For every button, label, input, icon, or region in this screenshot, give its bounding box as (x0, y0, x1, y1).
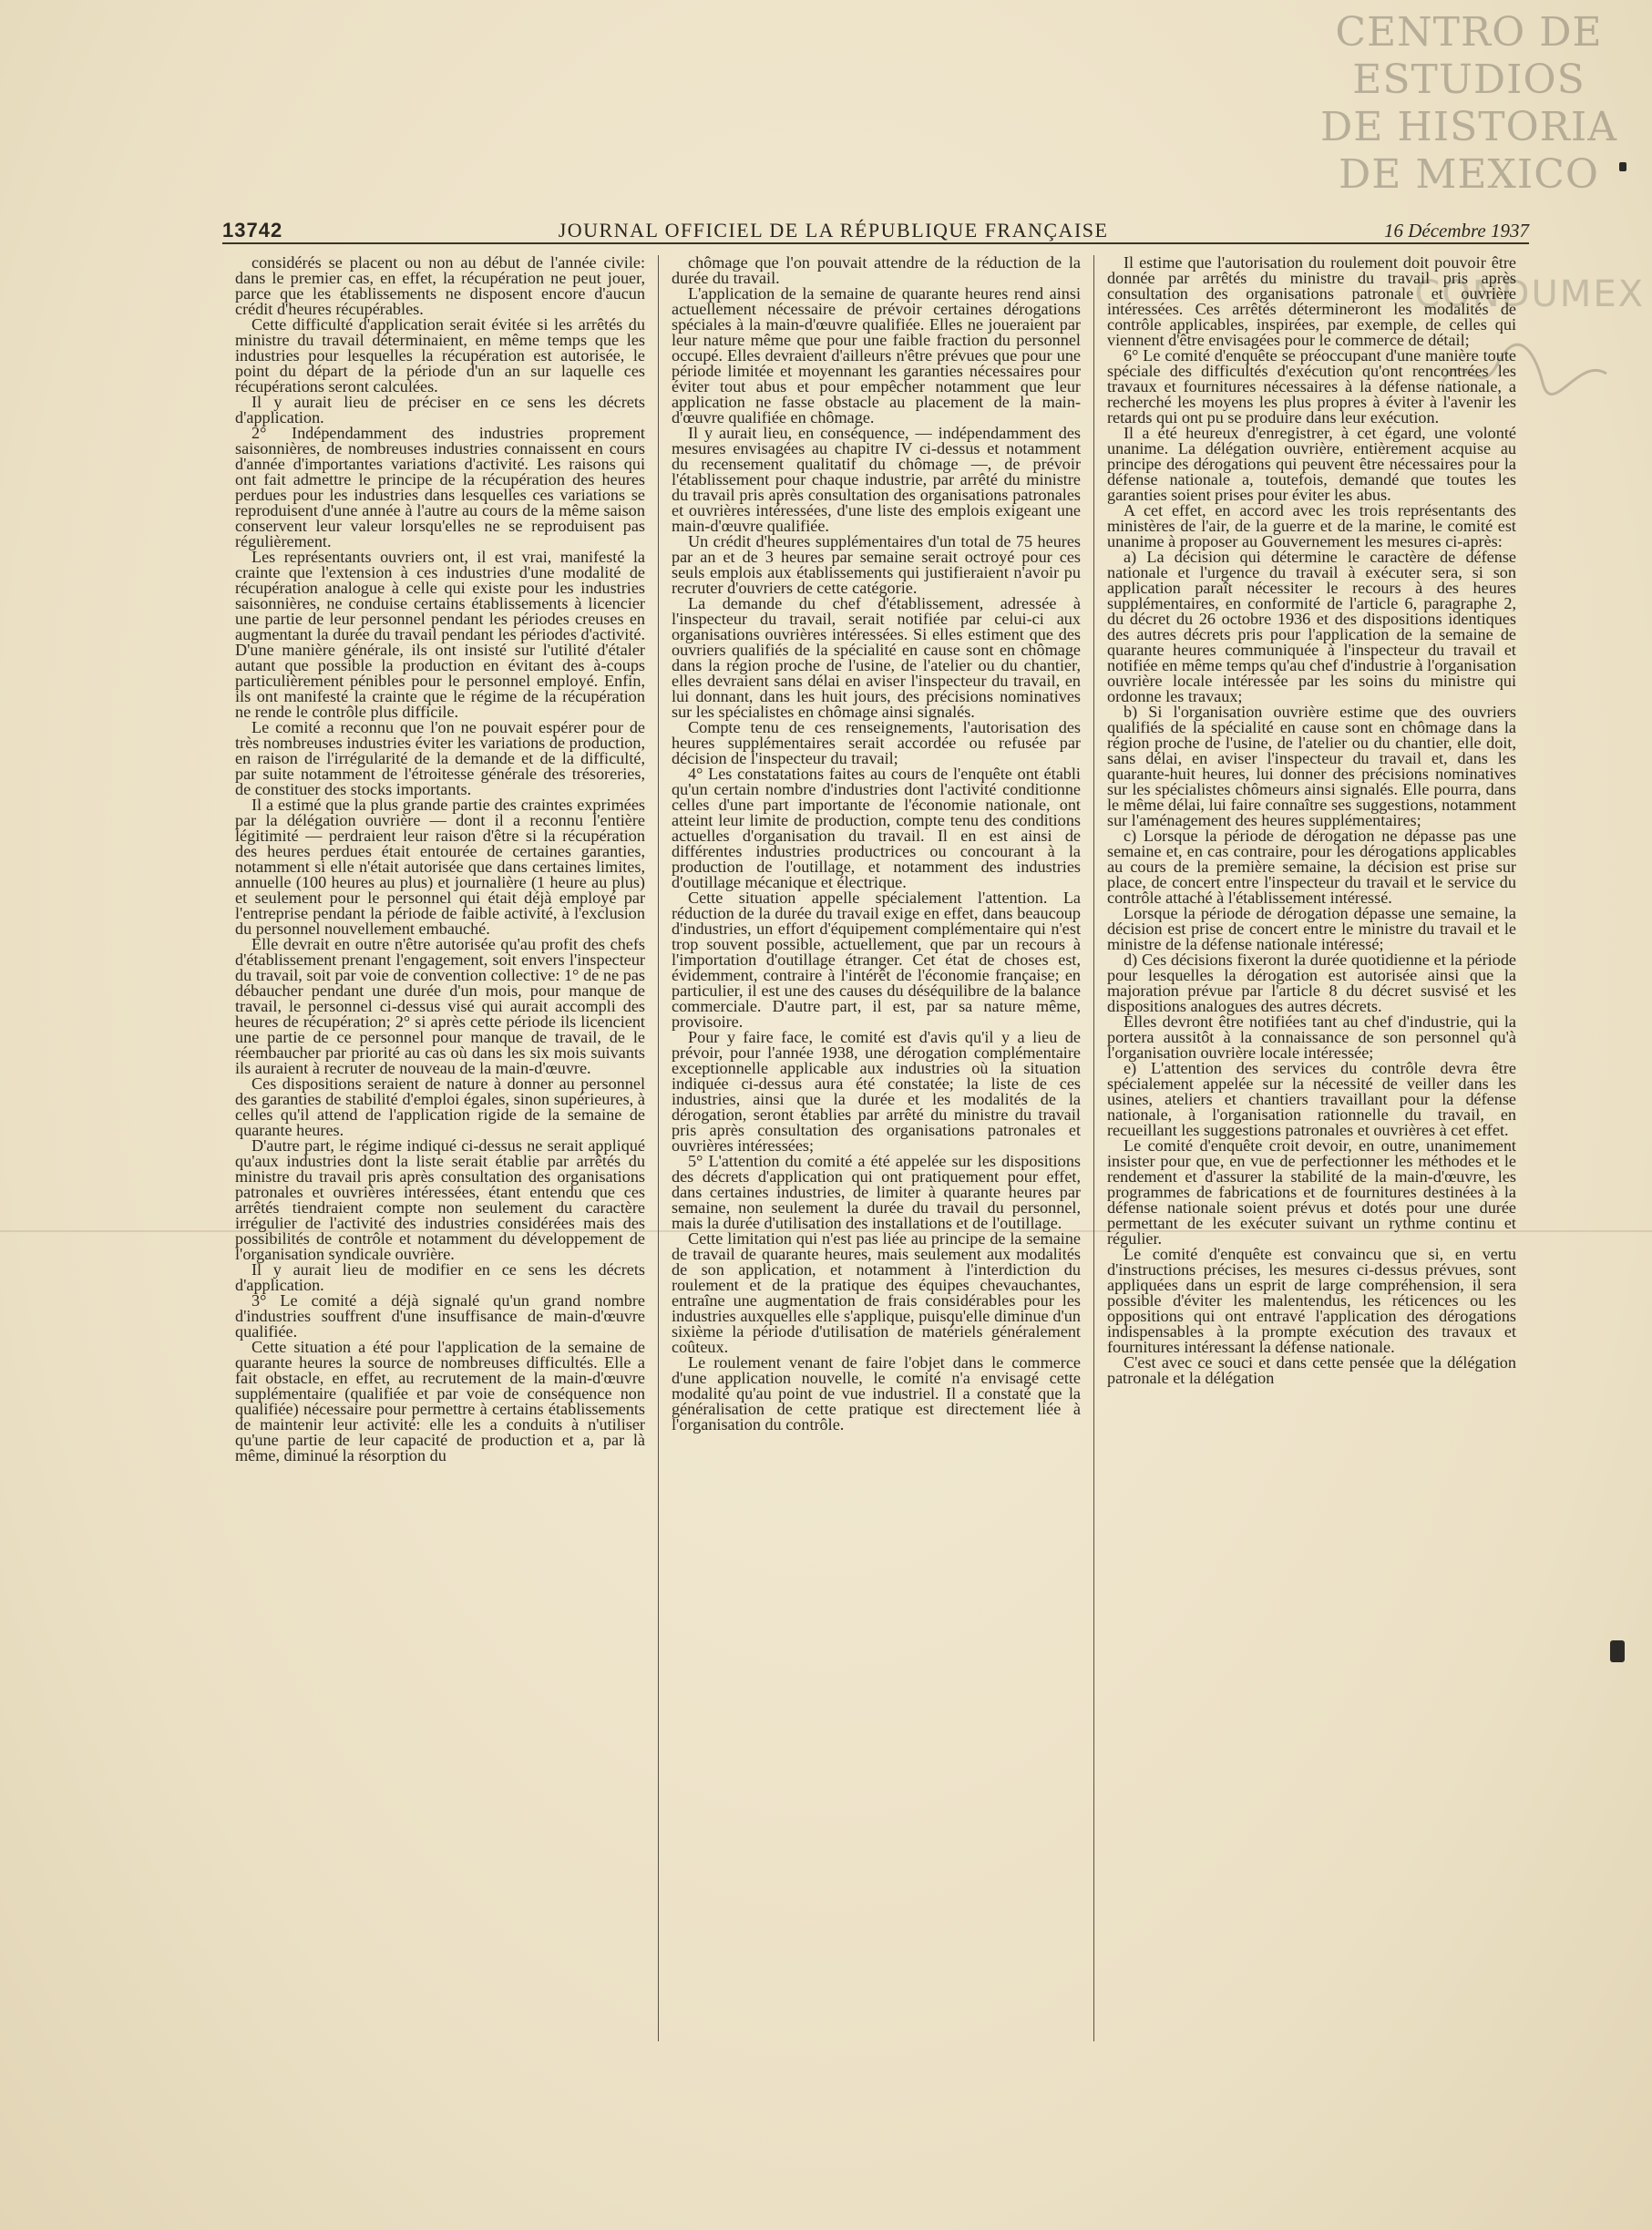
paragraph: Le comité a reconnu que l'on ne pouvait espérer pour de très nombreuses industries éviter les variations de production, en raison de l'irrégularité de la demande et de la difficulté, par suite notamment de l'étroitesse générale des trésoreries, de constituer des stocks importants. (235, 718, 645, 798)
paragraph: 4° Les constatations faites au cours de l'enquête ont établi qu'un certain nombre d'industries dont l'activité conditionne celles d'une part importante de l'économie nationale, ont atteint leur limite de production, compte tenu des conditions actuelles d'organisation du travail. Il en est ainsi de différentes industries productrices ou concourant à la production de l'outillage, et notamment des industries d'outillage mécanique et électrique. (672, 765, 1081, 891)
page-number: 13742 (222, 219, 283, 241)
paragraph: c) Lorsque la période de dérogation ne dépasse pas une semaine et, en cas contraire, pour les dérogations applicables au cours de la première semaine, la décision est prise sur place, de concert entre l'inspecteur du travail et le service du contrôle attaché à l'établissement intéressé. (1107, 827, 1516, 907)
paragraph: Il y aurait lieu de préciser en ce sens les décrets d'application. (235, 393, 645, 426)
paragraph: Il a été heureux d'enregistrer, à cet égard, une volonté unanime. La délégation ouvrière, entièrement acquise au principe des dérogations qui peuvent être nécessaires pour la défense nationale a, toutefois, demandé que toutes les garanties soient prises pour éviter les abus. (1107, 424, 1516, 504)
paragraph: Le comité d'enquête croit devoir, en outre, unanimement insister pour que, en vue de perfectionner les méthodes et le rendement et d'assurer la stabilité de la main-d'œuvre, les programmes de fabrications et de fournitures destinées à la défense nationale soient prévus et dotés pour une durée permettant de les exécuter suivant un rythme continu et régulier. (1107, 1136, 1516, 1248)
paragraph: Le comité d'enquête est convaincu que si, en vertu d'instructions précises, les mesures ci-dessus prévues, sont appliquées dans un esprit de large compréhension, il sera possible d'éviter les malentendus, les réticences ou les oppositions qui ont entravé l'application des dérogations indispensables à la prompte exécution des travaux et fournitures intéressant la défense nationale. (1107, 1245, 1516, 1356)
paragraph: Le roulement venant de faire l'objet dans le commerce d'une application nouvelle, le comité n'a envisagé cette modalité qu'au point de vue industriel. Il a constaté que la généralisation de cette pratique est directement liée à l'organisation du contrôle. (672, 1353, 1081, 1434)
watermark-line: DE MEXICO (1339, 151, 1599, 198)
paragraph: C'est avec ce souci et dans cette pensée que la délégation patronale et la délégation (1107, 1353, 1516, 1387)
paragraph: considérés se placent ou non au début de l'année civile: dans le premier cas, en effet, la récupération ne peut jouer, parce que les établissements ne disposent encore d'aucun crédit d'heures récupérables. (235, 255, 645, 318)
paragraph: Pour y faire face, le comité est d'avis qu'il y a lieu de prévoir, pour l'année 1938, une dérogation complémentaire exceptionnelle applicable aux industries où la situation indiquée ci-dessus aura été constatée; la liste de ces industries, ainsi que la durée et les modalités de la dérogation, seront établies par arrêté du ministre du travail pris après consultation des organisations patronales et ouvrières intéressées; (672, 1028, 1081, 1155)
paragraph: Elles devront être notifiées tant au chef d'industrie, qui la portera aussitôt à la connaissance de son personnel qu'à l'organisation ouvrière locale intéressée; (1107, 1012, 1516, 1062)
paragraph: Cette limitation qui n'est pas liée au principe de la semaine de travail de quarante heures, mais seulement aux modalités de son application, et notamment à l'interdiction du roulement et de la pratique des équipes chevauchantes, entraîne une augmentation de frais considérables pour les industries auxquelles elle s'applique, puisqu'elle diminue d'un sixième la période d'utilisation de matériels généralement coûteux. (672, 1229, 1081, 1356)
paragraph: Il y aurait lieu, en conséquence, — indépendamment des mesures envisagées au chapitre IV ci-dessus et notamment du recensement qualitatif du chômage —, de prévoir l'établissement pour chaque industrie, par arrêté du ministre du travail pris après consultation des organisations patronales et ouvrières intéressées, d'une liste des emplois exigeant une main-d'œuvre qualifiée. (672, 424, 1081, 535)
paragraph: 6° Le comité d'enquête se préoccupant d'une manière toute spéciale des difficultés d'exécution qu'ont rencontrées les travaux et fournitures nécessaires à la défense nationale, a recherché les moyens les plus propres à éviter à l'avenir les retards qui ont pu se produire dans leur exécution. (1107, 346, 1516, 426)
paragraph: Ces dispositions seraient de nature à donner au personnel des garanties de stabilité d'emploi égales, sinon supérieures, à celles qu'il attend de l'application rigide de la semaine de quarante heures. (235, 1074, 645, 1139)
issue-date: 16 Décembre 1937 (1383, 220, 1529, 241)
text-column-1 (222, 255, 658, 2041)
watermark-sub: CONDUMEX (1414, 273, 1645, 315)
watermark-line: DE HISTORIA (1320, 104, 1617, 150)
ink-spot (1619, 162, 1626, 171)
paragraph: Un crédit d'heures supplémentaires d'un total de 75 heures par an et de 3 heures par semaine serait octroyé pour ces seuls emplois aux établissements qui justifieraient n'avoir pu recruter d'ouvriers de cette catégorie. (672, 532, 1081, 597)
paragraph: a) La décision qui détermine le caractère de défense nationale et l'urgence du travail à exécuter sera, si son application paraît nécessiter le recours à des heures supplémentaires, en conformité de l'article 6, paragraphe 2, du décret du 26 octobre 1936 et des dispositions identiques des autres décrets pris pour l'application de la semaine de quarante heures communiquée à l'inspecteur du travail et notifiée en même temps qu'au chef d'industrie à l'organisation ouvrière locale intéressée par les soins du ministre qui ordonne les travaux; (1107, 548, 1516, 705)
paragraph: b) Si l'organisation ouvrière estime que des ouvriers qualifiés de la spécialité en cause sont en chômage dans la région proche de l'usine, de l'atelier ou du chantier, elle doit, sans délai, en aviser l'inspecteur du travail et, dans les quarante-huit heures, lui donner des précisions nominatives sur les spécialistes chômeurs ainsi signalés. Elle pourra, dans le même délai, lui faire connaître ses suggestions, notamment sur l'aménagement des heures supplémentaires; (1107, 703, 1516, 829)
paragraph: Il estime que l'autorisation du roulement doit pouvoir être donnée par arrêtés du ministre du travail pris après consultation des organisations patronale et ouvrière intéressées. Ces arrêtés détermineront les modalités de contrôle applicables, inspirées, par exemple, de celles qui viennent d'être envisagées pour le commerce de détail; (1107, 255, 1516, 349)
paragraph: L'application de la semaine de quarante heures rend ainsi actuellement nécessaire de prévoir certaines dérogations spéciales à la main-d'œuvre qualifiée. Elles ne joueraient par leur nature même que pour une faible fraction du personnel occupé. Elles devraient d'ailleurs n'être prévues que pour une période limitée et moyennant les garanties nécessaires pour éviter tout abus et pour empêcher notamment que leur application ne fasse obstacle au placement de la main-d'œuvre qualifiée en chômage. (672, 284, 1081, 426)
paragraph: Cette situation a été pour l'application de la semaine de quarante heures la source de nombreuses difficultés. Elle a fait obstacle, en effet, au recrutement de la main-d'œuvre supplémentaire (qualifiée et par voie de conséquence non qualifiée) nécessaire pour permettre à certains établissements de maintenir leur activité: elle les a conduits à n'utiliser qu'une partie de leur capacité de production et a, par là même, diminué la résorption du (235, 1338, 645, 1464)
ink-spot (1610, 1640, 1625, 1662)
paragraph: e) L'attention des services du contrôle devra être spécialement appelée sur la nécessité de veiller dans les usines, ateliers et chantiers travaillant pour la défense nationale, à l'organisation rationnelle du travail, en recueillant les suggestions patronales et ouvrières à cet effet. (1107, 1059, 1516, 1139)
archive-watermark (1319, 9, 1619, 199)
text-columns (222, 255, 1529, 2041)
paragraph: Les représentants ouvriers ont, il est vrai, manifesté la crainte que l'extension à ces industries d'une modalité de récupération analogue à celle qui existe pour les industries saisonnières, ne conduise certains établissements à licencier une partie de leur personnel pendant les périodes creuses en augmentant la durée du travail pendant les périodes d'activité. D'une manière générale, ils ont insisté sur l'utilité d'étaler autant que possible la production en évitant des à-coups particulièrement pénibles pour le personnel employé. Enfin, ils ont manifesté la crainte que le régime de la récupération ne rende le contrôle plus difficile. (235, 548, 645, 721)
paragraph: Il a estimé que la plus grande partie des craintes exprimées par la délégation ouvrière — dont il a reconnu l'entière légitimité — perdraient leur raison d'être si la récupération des heures perdues était entourée de certaines garanties, notamment si elle n'était autorisée que dans certaines limites, annuelle (100 heures au plus) et journalière (1 heure au plus) et seulement pour le personnel qui était déjà employé par l'entreprise pendant la période de faible activité, à l'exclusion du personnel nouvellement embauché. (235, 796, 645, 938)
paragraph: Lorsque la période de dérogation dépasse une semaine, la décision est prise de concert entre le ministre du travail et le ministre de la défense nationale intéressé; (1107, 904, 1516, 953)
paragraph: D'autre part, le régime indiqué ci-dessus ne serait appliqué qu'aux industries dont la liste serait établie par arrêtés du ministre du travail pris après consultation des organisations patronales et ouvrières intéressées, étant entendu que ces arrêtés tiendraient compte non seulement du caractère irrégulier de l'activité des industries considérées mais des possibilités de contrôle et notamment du développement de l'organisation syndicale ouvrière. (235, 1136, 645, 1263)
paragraph: 3° Le comité a déjà signalé qu'un grand nombre d'industries souffrent d'une insuffisance de main-d'œuvre qualifiée. (235, 1291, 645, 1341)
journal-title: JOURNAL OFFICIEL DE LA RÉPUBLIQUE FRANÇAISE (558, 219, 1109, 241)
paragraph: d) Ces décisions fixeront la durée quotidienne et la période pour lesquelles la dérogation est autorisée ainsi que la majoration prévue par l'article 8 du décret susvisé et les dispositions analogues des autres décrets. (1107, 951, 1516, 1015)
paragraph: 2° Indépendamment des industries proprement saisonnières, de nombreuses industries connaissent en cours d'année d'importantes variations d'activité. Les raisons qui ont fait admettre le principe de la récupération des heures perdues pour les industries dans lesquelles ces variations se reproduisent d'une année à l'autre au cours de la même saison conservent leur valeur lorsqu'elles ne se reproduisent pas régulièrement. (235, 424, 645, 550)
paragraph: Cette difficulté d'application serait évitée si les arrêtés du ministre du travail déterminaient, en même temps que les industries pour lesquelles la récupération est autorisée, le point du départ de la période d'un an sur laquelle ces récupérations seront calculées. (235, 315, 645, 396)
paragraph: Elle devrait en outre n'être autorisée qu'au profit des chefs d'établissement prenant l'engagement, soit envers l'inspecteur du travail, soit par voie de convention collective: 1° de ne pas débaucher pendant une durée d'un mois, pour manque de travail, le personnel ci-dessus visé qui aurait accompli des heures de récupération; 2° si après cette période ils licencient une partie de ce personnel pour manque de travail, de le réembaucher par priorité au cas où dans les six mois suivants ils auraient à recruter de nouveau de la main-d'œuvre. (235, 935, 645, 1077)
paragraph: Cette situation appelle spécialement l'attention. La réduction de la durée du travail exige en effet, dans beaucoup d'industries, un effort d'équipement complémentaire qui n'est trop souvent possible, actuellement, que par un recours à l'importation d'outillage étranger. Cet état de choses est, évidemment, contraire à l'intérêt de l'économie française; en particulier, il est une des causes du déséquilibre de la balance commerciale. D'autre part, il est, par sa nature même, provisoire. (672, 889, 1081, 1031)
paragraph: 5° L'attention du comité a été appelée sur les dispositions des décrets d'application qui ont pratiquement pour effet, dans certaines industries, de limiter à quarante heures par semaine, non seulement la durée du travail du personnel, mais la durée d'utilisation des installations et de l'outillage. (672, 1152, 1081, 1232)
text-column-3 (1093, 255, 1529, 2041)
paragraph: Compte tenu de ces renseignements, l'autorisation des heures supplémentaires serait accordée ou refusée par décision de l'inspecteur du travail; (672, 718, 1081, 767)
paragraph: chômage que l'on pouvait attendre de la réduction de la durée du travail. (672, 255, 1081, 287)
paragraph: A cet effet, en accord avec les trois représentants des ministères de l'air, de la guerre et de la marine, le comité est unanime à proposer au Gouvernement les mesures ci-après: (1107, 501, 1516, 550)
watermark-line: CENTRO DE (1335, 9, 1603, 56)
page-header (222, 211, 1529, 244)
watermark-line: ESTUDIOS (1352, 57, 1585, 103)
paragraph: Il y aurait lieu de modifier en ce sens les décrets d'application. (235, 1260, 645, 1294)
text-column-2 (658, 255, 1093, 2041)
paragraph: La demande du chef d'établissement, adressée à l'inspecteur du travail, serait notifiée par celui-ci aux organisations ouvrières intéressées. Si elles estiment que des ouvriers qualifiés de la spécialité en cause sont en chômage dans la région proche de l'usine, de l'atelier ou du chantier, elles devraient sans délai en aviser l'inspecteur du travail, en lui donnant, dans les huit jours, des précisions nominatives sur les spécialistes en chômage ainsi signalés. (672, 594, 1081, 721)
